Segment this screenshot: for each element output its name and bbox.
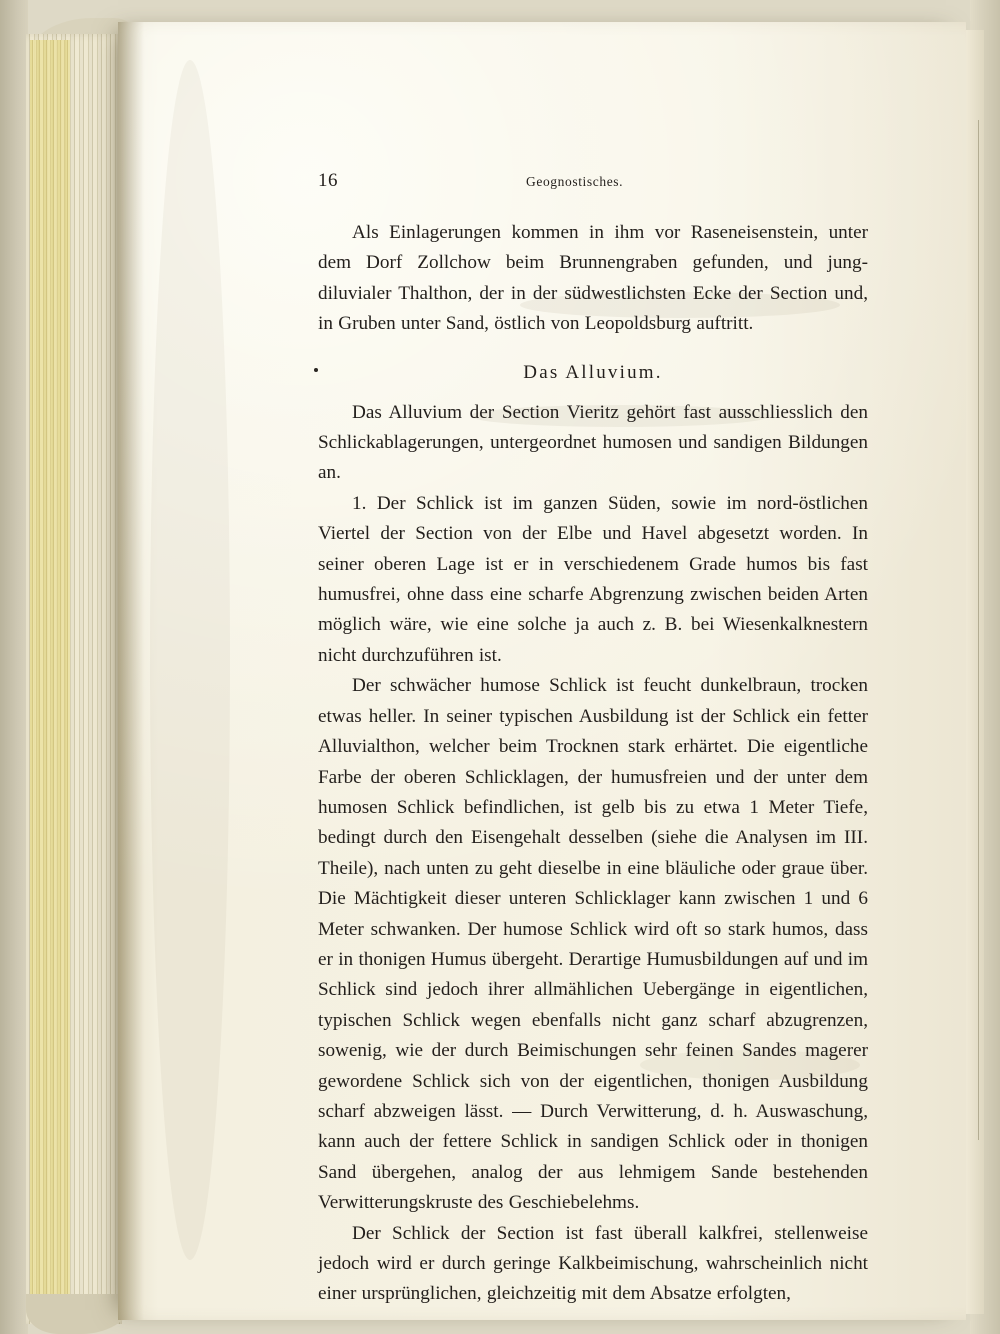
section-heading: Das Alluvium. [523,361,663,383]
paragraph-2: Das Alluvium der Section Vieritz gehört fast ausschliesslich den Schlickablagerungen, untergeordnet humosen und sandigen Bildungen an. [318,401,868,484]
page-number: 16 [318,170,338,191]
running-head: Geognostisches. [526,174,624,189]
page-text-block [318,170,868,1310]
paragraph-5: Der Schlick der Section ist fast überall kalkfrei, stellenweise jedoch wird er durch geringe Kalkbeimischung, wahrscheinlich nicht einer ursprünglichen, gleichzeitig mit dem Absatze erfolgten, [318,1222,868,1305]
paragraph-1: Als Einlagerungen kommen in ihm vor Raseneisenstein, unter dem Dorf Zollchow beim Brunnengraben gefunden, und jung-diluvialer Thalthon, der in der südwestlichsten Ecke der Section und, in Gruben unter Sand, östlich von Leopoldsburg auftritt. [318,222,868,335]
next-leaf-edge [966,30,984,1314]
scan-left-margin [0,0,28,1334]
paragraph-3: 1. Der Schlick ist im ganzen Süden, sowie im nord-östlichen Viertel der Section von der Elbe und Havel abgesetzt worden. In seiner oberen Lage ist er in verschiedenem Grade humos bis fast humusfrei, ohne dass eine scharfe Abgrenzung zwischen beiden Arten möglich wäre, wie eine solche ja auch z. B. bei Wiesenkalknestern nicht durchzuführen ist. [318,492,868,666]
page-edge-line [978,120,979,1140]
page-stack-yellowed-edges [30,40,70,1315]
page-header [318,170,868,196]
paragraph-4: Der schwächer humose Schlick ist feucht dunkelbraun, trocken etwas heller. In seiner typischen Ausbildung ist der Schlick ein fetter Alluvialthon, welcher beim Trocknen stark erhärtet. Die eigentliche Farbe der oberen Schlicklagen, der humusfreien und der unter dem humosen Schlick befindlichen, ist gelb bis zu etwa 1 Meter Tiefe, bedingt durch den Eisengehalt desselben (siehe die Analysen im III. Theile), nach unten zu geht dieselbe in eine bläuliche oder graue über. Die Mächtigkeit dieser unteren Schlicklager kann zwischen 1 und 6 Meter schwanken. Der humose Schlick wird oft so stark humos, dass er in thonigen Humus übergeht. Derartige Humusbildungen auf und im Schlick sind jedoch ihrer allmählichen Uebergänge in eigentlichen, typischen Schlick wegen ebenfalls nicht ganz scharf abzugrenzen, sowenig, wie der durch Beimischungen sehr feinen Sandes magerer gewordene Schlick sich von der eigentlichen, thonigen Ausbildung scharf abzweigen lässt. — Durch Verwitterung, d. h. Auswaschung, kann auch der fettere Schlick in sandigen Schlick oder in thonigen Sand übergehen, analog der aus lehmigem Sande bestehenden Verwitterungskruste des Geschiebelehms. [318,675,868,1214]
